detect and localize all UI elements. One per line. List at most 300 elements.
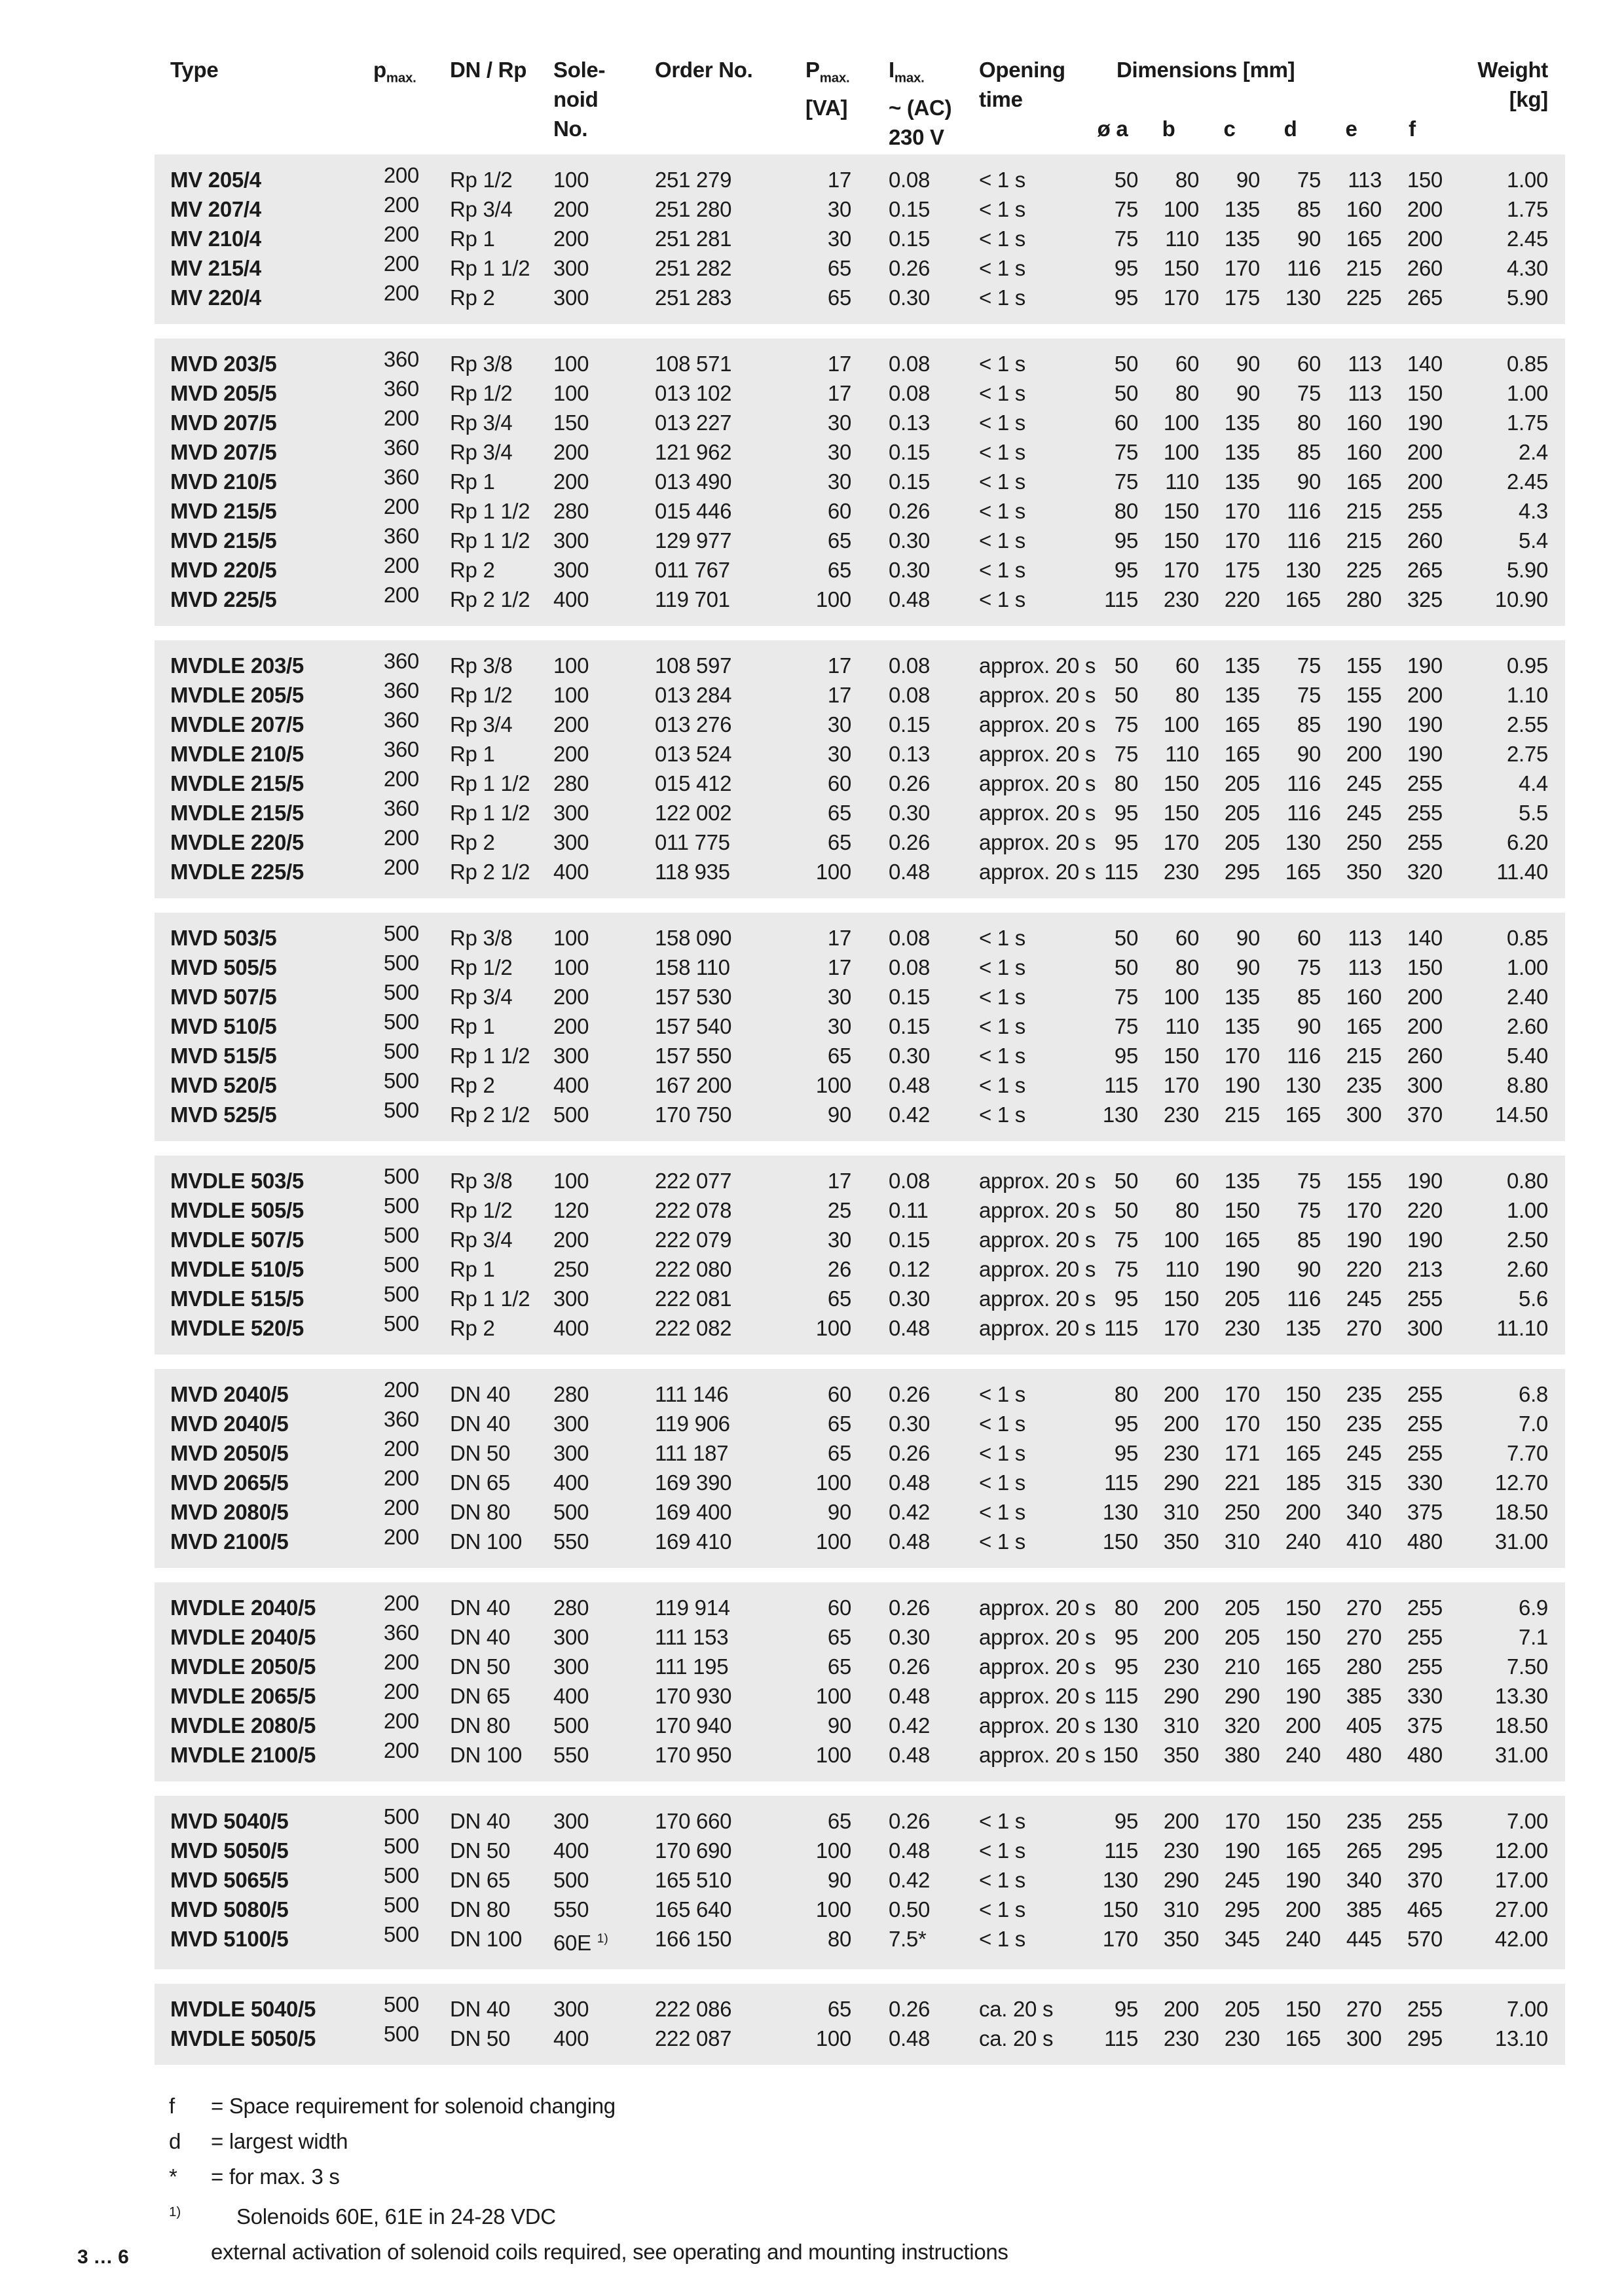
cell-dim-c: 90: [1236, 167, 1260, 192]
cell-dim-c: 170: [1224, 1411, 1260, 1436]
cell-type: MVDLE 510/5: [170, 1256, 304, 1281]
cell-order-no: 013 102: [655, 380, 732, 405]
cell-weight: 2.45: [1506, 469, 1548, 494]
cell-order-no: 013 284: [655, 682, 732, 707]
cell-type: MVD 5080/5: [170, 1897, 289, 1922]
cell-i-max: 0.48: [889, 859, 931, 884]
cell-dn-rp: Rp 1/2: [450, 955, 513, 979]
cell-solenoid-no: 300: [553, 1286, 589, 1311]
cell-weight: 11.10: [1496, 1315, 1548, 1340]
cell-opening-time: < 1 s: [979, 1867, 1025, 1892]
cell-solenoid-no: 400: [553, 1470, 589, 1495]
cell-p-va: 17: [827, 380, 851, 405]
cell-opening-time: < 1 s: [979, 285, 1025, 310]
cell-opening-time: < 1 s: [979, 1897, 1025, 1922]
cell-dim-d: 165: [1285, 1654, 1321, 1679]
cell-dim-a: 115: [1104, 1315, 1138, 1340]
cell-dim-a: 95: [1114, 1286, 1138, 1311]
cell-opening-time: ca. 20 s: [979, 2026, 1054, 2050]
cell-solenoid-no: 300: [553, 557, 589, 582]
footnote-text: external activation of solenoid coils required, see operating and mounting instructions: [211, 2239, 1008, 2264]
cell-opening-time: < 1 s: [979, 1808, 1025, 1833]
cell-gap: [419, 1994, 442, 2024]
cell-dn-rp: Rp 3/4: [450, 439, 513, 464]
col-header-imax-ac-230v: $I_{max.}$ ~ (AC) 230 V: [889, 58, 952, 149]
cell-dn-rp: Rp 1: [450, 1256, 495, 1281]
cell-dim-b: 60: [1175, 925, 1199, 950]
cell-dim-f: 255: [1407, 1808, 1443, 1833]
cell-dim-e: 155: [1346, 682, 1382, 707]
cell-dim-b: 170: [1163, 1315, 1199, 1340]
cell-dim-c: 165: [1224, 1227, 1260, 1252]
cell-weight: 27.00: [1494, 1897, 1548, 1922]
cell-order-no: 013 524: [655, 741, 732, 766]
cell-dim-d: 200: [1285, 1897, 1321, 1922]
cell-dim-a: 50: [1114, 380, 1138, 405]
cell-i-max: 0.30: [889, 528, 931, 553]
cell-p-va: 100: [815, 1897, 851, 1922]
cell-gap: [419, 1622, 442, 1652]
cell-dim-b: 100: [1163, 984, 1199, 1009]
cell-p-va: 100: [815, 1315, 851, 1340]
cell-dim-f: 140: [1407, 351, 1443, 376]
cell-dim-b: 170: [1163, 557, 1199, 582]
cell-p-va: 30: [827, 741, 851, 766]
table-row: [155, 1497, 1565, 1527]
cell-type: MV 220/4: [170, 285, 261, 310]
cell-dim-a: 95: [1114, 1808, 1138, 1833]
cell-dim-b: 80: [1175, 955, 1199, 979]
cell-pmax: 200: [383, 766, 419, 791]
cell-dim-d: 150: [1285, 1411, 1321, 1436]
cell-weight: 18.50: [1494, 1713, 1548, 1738]
cell-dim-f: 255: [1407, 1654, 1443, 1679]
cell-pmax: 500: [383, 1222, 419, 1247]
cell-pmax: 500: [383, 1922, 419, 1946]
cell-dim-d: 165: [1285, 859, 1321, 884]
cell-dim-f: 370: [1407, 1102, 1443, 1127]
cell-gap: [419, 496, 442, 526]
cell-dn-rp: DN 50: [450, 1440, 511, 1465]
cell-dim-e: 113: [1348, 167, 1382, 192]
cell-dim-f: 375: [1407, 1499, 1443, 1524]
table-row: [155, 1681, 1565, 1711]
cell-i-max: 0.08: [889, 682, 931, 707]
cell-order-no: 111 187: [655, 1440, 729, 1465]
cell-type: MVD 207/5: [170, 410, 277, 435]
cell-dim-c: 190: [1224, 1256, 1260, 1281]
cell-dim-f: 260: [1407, 255, 1443, 280]
cell-dim-e: 170: [1346, 1197, 1382, 1222]
cell-solenoid-no: 120: [553, 1197, 589, 1222]
cell-p-va: 90: [827, 1102, 851, 1127]
cell-dim-a: 150: [1102, 1529, 1138, 1554]
cell-p-va: 17: [827, 1168, 851, 1193]
footnote-text: = largest width: [211, 2128, 348, 2153]
cell-dim-f: 260: [1407, 1043, 1443, 1068]
dim-label: c: [1223, 117, 1236, 141]
cell-dim-e: 215: [1346, 498, 1382, 523]
cell-pmax: 500: [383, 920, 419, 945]
cell-dim-a: 75: [1114, 741, 1138, 766]
cell-pmax: 200: [383, 162, 419, 187]
cell-i-max: 0.26: [889, 829, 931, 854]
cell-i-max: 0.12: [889, 1256, 931, 1281]
cell-dim-b: 230: [1163, 1838, 1199, 1863]
cell-solenoid-no: 500: [553, 1713, 589, 1738]
cell-solenoid-no: 200: [553, 226, 589, 251]
cell-type: MVD 5040/5: [170, 1808, 289, 1833]
cell-order-no: 157 530: [655, 984, 732, 1009]
cell-weight: 6.9: [1519, 1595, 1548, 1620]
cell-weight: 2.40: [1506, 984, 1548, 1009]
cell-dim-c: 135: [1224, 1013, 1260, 1038]
cell-pmax: 200: [383, 854, 419, 879]
cell-p-va: 65: [827, 557, 851, 582]
cell-dim-b: 80: [1175, 380, 1199, 405]
table-row: [155, 1038, 1565, 1070]
cell-dim-a: 50: [1114, 925, 1138, 950]
cell-p-va: 100: [815, 1072, 851, 1097]
cell-dim-d: 85: [1297, 984, 1321, 1009]
cell-dim-f: 330: [1407, 1470, 1443, 1495]
cell-p-va: 60: [827, 1595, 851, 1620]
cell-solenoid-no: 550: [553, 1742, 589, 1767]
cell-pmax: 500: [383, 1833, 419, 1858]
cell-dim-a: 170: [1102, 1926, 1138, 1951]
cell-i-max: 0.15: [889, 469, 931, 494]
cell-dim-c: 205: [1224, 1996, 1260, 2021]
cell-solenoid-no: 280: [553, 771, 589, 795]
cell-order-no: 251 283: [655, 285, 732, 310]
cell-dim-c: 215: [1224, 1102, 1260, 1127]
cell-dim-d: 150: [1285, 1595, 1321, 1620]
cell-dim-d: 165: [1285, 1102, 1321, 1127]
cell-dn-rp: Rp 1 1/2: [450, 1043, 530, 1068]
cell-opening-time: < 1 s: [979, 925, 1025, 950]
cell-type: MVD 520/5: [170, 1072, 277, 1097]
cell-pmax: 200: [383, 1465, 419, 1490]
cell-dim-a: 95: [1114, 800, 1138, 825]
cell-dim-a: 95: [1114, 1411, 1138, 1436]
cell-gap: [419, 1836, 442, 1865]
cell-opening-time: ca. 20 s: [979, 1996, 1054, 2021]
cell-dn-rp: DN 100: [450, 1529, 523, 1554]
cell-order-no: 169 400: [655, 1499, 732, 1524]
cell-dim-d: 90: [1297, 741, 1321, 766]
cell-gap: [419, 555, 442, 585]
cell-pmax: 360: [383, 523, 419, 548]
cell-weight: 0.80: [1506, 1168, 1548, 1193]
table-row: [155, 555, 1565, 585]
cell-dim-a: 50: [1114, 1168, 1138, 1193]
cell-dim-b: 100: [1163, 712, 1199, 737]
cell-dim-a: 50: [1114, 167, 1138, 192]
cell-gap: [419, 2024, 442, 2053]
cell-pmax: 360: [383, 435, 419, 460]
cell-pmax: 500: [383, 1863, 419, 1887]
footnote-marker: *: [169, 2164, 177, 2189]
cell-order-no: 170 690: [655, 1838, 732, 1863]
cell-pmax: 200: [383, 192, 419, 217]
cell-type: MVD 5100/5: [170, 1926, 289, 1951]
cell-type: MVDLE 2040/5: [170, 1595, 316, 1620]
cell-dn-rp: Rp 2: [450, 829, 495, 854]
cell-order-no: 170 750: [655, 1102, 732, 1127]
cell-dim-d: 80: [1297, 410, 1321, 435]
col-header-type: Type: [170, 58, 219, 82]
cell-dn-rp: Rp 3/4: [450, 712, 513, 737]
cell-dim-d: 116: [1287, 1043, 1321, 1068]
cell-gap: [419, 194, 442, 224]
cell-opening-time: < 1 s: [979, 351, 1025, 376]
cell-type: MVD 203/5: [170, 351, 277, 376]
cell-dim-d: 130: [1285, 829, 1321, 854]
cell-weight: 4.4: [1519, 771, 1548, 795]
table-row: [155, 1833, 1565, 1865]
cell-dim-c: 320: [1224, 1713, 1260, 1738]
cell-dim-e: 300: [1346, 1102, 1382, 1127]
cell-i-max: 0.15: [889, 439, 931, 464]
cell-i-max: 0.42: [889, 1867, 931, 1892]
cell-dim-d: 116: [1287, 800, 1321, 825]
cell-pmax: 500: [383, 1068, 419, 1093]
cell-opening-time: approx. 20 s: [979, 682, 1096, 707]
cell-opening-time: < 1 s: [979, 1529, 1025, 1554]
cell-dim-d: 75: [1297, 955, 1321, 979]
cell-dim-c: 310: [1224, 1529, 1260, 1554]
cell-type: MV 207/4: [170, 196, 261, 221]
cell-p-va: 30: [827, 984, 851, 1009]
cell-opening-time: < 1 s: [979, 1411, 1025, 1436]
cell-dim-f: 480: [1407, 1529, 1443, 1554]
cell-p-va: 65: [827, 1654, 851, 1679]
cell-opening-time: approx. 20 s: [979, 1624, 1096, 1649]
cell-solenoid-no: 300: [553, 1996, 589, 2021]
cell-i-max: 0.42: [889, 1499, 931, 1524]
cell-order-no: 129 977: [655, 528, 732, 553]
cell-weight: 2.45: [1506, 226, 1548, 251]
cell-p-va: 65: [827, 1043, 851, 1068]
cell-dn-rp: DN 65: [450, 1867, 511, 1892]
cell-dim-a: 80: [1114, 1595, 1138, 1620]
cell-dim-b: 200: [1163, 1595, 1199, 1620]
cell-weight: 12.70: [1494, 1470, 1548, 1495]
cell-dn-rp: Rp 1: [450, 1013, 495, 1038]
cell-pmax: 360: [383, 346, 419, 371]
cell-dim-e: 220: [1346, 1256, 1382, 1281]
cell-type: MVDLE 207/5: [170, 712, 304, 737]
cell-dim-d: 130: [1285, 1072, 1321, 1097]
cell-dim-d: 240: [1285, 1529, 1321, 1554]
cell-dim-b: 290: [1163, 1470, 1199, 1495]
table-row: [155, 2021, 1565, 2053]
cell-gap: [419, 798, 442, 828]
cell-dim-a: 95: [1114, 1043, 1138, 1068]
table-row: [155, 680, 1565, 710]
cell-dim-a: 115: [1104, 1838, 1138, 1863]
cell-type: MVDLE 503/5: [170, 1168, 304, 1193]
cell-weight: 31.00: [1494, 1742, 1548, 1767]
cell-order-no: 170 940: [655, 1713, 732, 1738]
cell-dim-e: 155: [1346, 1168, 1382, 1193]
cell-dim-d: 85: [1297, 439, 1321, 464]
cell-order-no: 165 640: [655, 1897, 732, 1922]
cell-dim-f: 213: [1407, 1256, 1443, 1281]
cell-dn-rp: Rp 3/8: [450, 351, 513, 376]
cell-p-va: 30: [827, 196, 851, 221]
cell-solenoid-no: 300: [553, 1411, 589, 1436]
cell-dim-d: 185: [1285, 1470, 1321, 1495]
cell-order-no: 015 446: [655, 498, 732, 523]
cell-dim-b: 230: [1163, 1654, 1199, 1679]
cell-dim-c: 135: [1224, 1168, 1260, 1193]
cell-i-max: 0.48: [889, 2026, 931, 2050]
cell-pmax: 200: [383, 825, 419, 850]
footnote-line: [169, 2124, 1624, 2159]
cell-p-va: 100: [815, 859, 851, 884]
cell-pmax: 500: [383, 2021, 419, 2046]
dimension-sub-labels: [1087, 114, 1443, 143]
cell-dim-b: 230: [1163, 1440, 1199, 1465]
cell-order-no: 222 082: [655, 1315, 732, 1340]
cell-solenoid-no: 100: [553, 1168, 589, 1193]
cell-p-va: 60: [827, 1381, 851, 1406]
cell-i-max: 0.15: [889, 1013, 931, 1038]
cell-solenoid-no: 400: [553, 1072, 589, 1097]
cell-dim-a: 75: [1114, 1256, 1138, 1281]
cell-dn-rp: Rp 1/2: [450, 380, 513, 405]
cell-solenoid-no: 100: [553, 653, 589, 678]
cell-i-max: 0.15: [889, 196, 931, 221]
cell-dim-c: 170: [1224, 1381, 1260, 1406]
cell-dim-f: 255: [1407, 1411, 1443, 1436]
cell-i-max: 0.30: [889, 557, 931, 582]
cell-dim-e: 245: [1346, 1286, 1382, 1311]
cell-p-va: 65: [827, 1440, 851, 1465]
cell-type: MVDLE 215/5: [170, 800, 304, 825]
cell-pmax: 360: [383, 707, 419, 732]
footnote-line: [169, 2234, 1624, 2270]
cell-weight: 1.75: [1506, 196, 1548, 221]
cell-weight: 13.30: [1494, 1683, 1548, 1708]
cell-dn-rp: DN 40: [450, 1996, 511, 2021]
cell-opening-time: < 1 s: [979, 439, 1025, 464]
cell-dim-c: 135: [1224, 653, 1260, 678]
cell-opening-time: < 1 s: [979, 469, 1025, 494]
cell-dim-f: 200: [1407, 1013, 1443, 1038]
cell-weight: 5.90: [1506, 285, 1548, 310]
cell-type: MVD 2050/5: [170, 1440, 289, 1465]
cell-dim-a: 50: [1114, 682, 1138, 707]
cell-dim-c: 205: [1224, 829, 1260, 854]
cell-gap: [419, 1379, 442, 1409]
cell-type: MVDLE 5050/5: [170, 2026, 316, 2050]
table-row: [155, 405, 1565, 437]
cell-i-max: 0.26: [889, 1996, 931, 2021]
cell-gap: [419, 408, 442, 437]
cell-dim-d: 116: [1287, 771, 1321, 795]
cell-dim-c: 205: [1224, 800, 1260, 825]
cell-dim-f: 255: [1407, 829, 1443, 854]
cell-dim-f: 150: [1407, 167, 1443, 192]
cell-type: MVD 2080/5: [170, 1499, 289, 1524]
cell-solenoid-no: 400: [553, 1315, 589, 1340]
cell-order-no: 222 080: [655, 1256, 732, 1281]
cell-dim-e: 165: [1346, 226, 1382, 251]
col-header-solenoid-no: Sole- noid No.: [553, 58, 606, 141]
cell-order-no: 166 150: [655, 1926, 732, 1951]
cell-dim-d: 240: [1285, 1926, 1321, 1951]
cell-type: MVD 515/5: [170, 1043, 277, 1068]
cell-gap: [419, 378, 442, 408]
cell-i-max: 0.08: [889, 1168, 931, 1193]
cell-gap: [419, 710, 442, 739]
cell-order-no: 157 540: [655, 1013, 732, 1038]
cell-weight: 0.95: [1506, 653, 1548, 678]
cell-i-max: 0.48: [889, 587, 931, 611]
cell-weight: 2.75: [1506, 741, 1548, 766]
cell-pmax: 200: [383, 1708, 419, 1733]
cell-order-no: 011 767: [655, 557, 730, 582]
cell-dim-b: 60: [1175, 1168, 1199, 1193]
cell-dim-b: 350: [1163, 1926, 1199, 1951]
cell-solenoid-no: 400: [553, 1683, 589, 1708]
cell-dim-d: 190: [1285, 1867, 1321, 1892]
cell-dim-f: 200: [1407, 196, 1443, 221]
cell-dn-rp: DN 50: [450, 1838, 511, 1863]
cell-dim-b: 170: [1163, 1072, 1199, 1097]
footnote-ref: 1): [597, 1931, 608, 1946]
cell-dim-f: 260: [1407, 528, 1443, 553]
cell-dim-f: 190: [1407, 410, 1443, 435]
table-row: [155, 346, 1565, 378]
cell-opening-time: < 1 s: [979, 955, 1025, 979]
cell-dim-e: 155: [1346, 653, 1382, 678]
cell-dim-a: 75: [1114, 196, 1138, 221]
cell-dn-rp: DN 80: [450, 1713, 511, 1738]
cell-dim-d: 75: [1297, 653, 1321, 678]
cell-dim-c: 205: [1224, 771, 1260, 795]
cell-dim-e: 270: [1346, 1624, 1382, 1649]
cell-dim-c: 90: [1236, 380, 1260, 405]
cell-p-va: 100: [815, 1529, 851, 1554]
cell-solenoid-no: 500: [553, 1102, 589, 1127]
cell-dim-c: 170: [1224, 1043, 1260, 1068]
cell-dim-a: 95: [1114, 255, 1138, 280]
cell-i-max: 0.26: [889, 1654, 931, 1679]
cell-dim-c: 170: [1224, 498, 1260, 523]
dim-label: d: [1283, 117, 1297, 141]
cell-p-va: 30: [827, 1227, 851, 1252]
cell-dim-f: 255: [1407, 800, 1443, 825]
cell-dim-e: 160: [1346, 984, 1382, 1009]
cell-dim-b: 110: [1165, 226, 1199, 251]
cell-dim-d: 150: [1285, 1996, 1321, 2021]
cell-solenoid-no: 300: [553, 1654, 589, 1679]
cell-gap: [419, 953, 442, 982]
cell-i-max: 0.48: [889, 1072, 931, 1097]
cell-dim-d: 75: [1297, 1168, 1321, 1193]
cell-solenoid-no: 280: [553, 498, 589, 523]
cell-type: MVDLE 210/5: [170, 741, 304, 766]
cell-gap: [419, 1254, 442, 1284]
cell-gap: [419, 1100, 442, 1129]
cell-i-max: 0.30: [889, 1286, 931, 1311]
cell-dim-b: 150: [1163, 1286, 1199, 1311]
cell-type: MVD 507/5: [170, 984, 277, 1009]
cell-solenoid-no: 300: [553, 1808, 589, 1833]
